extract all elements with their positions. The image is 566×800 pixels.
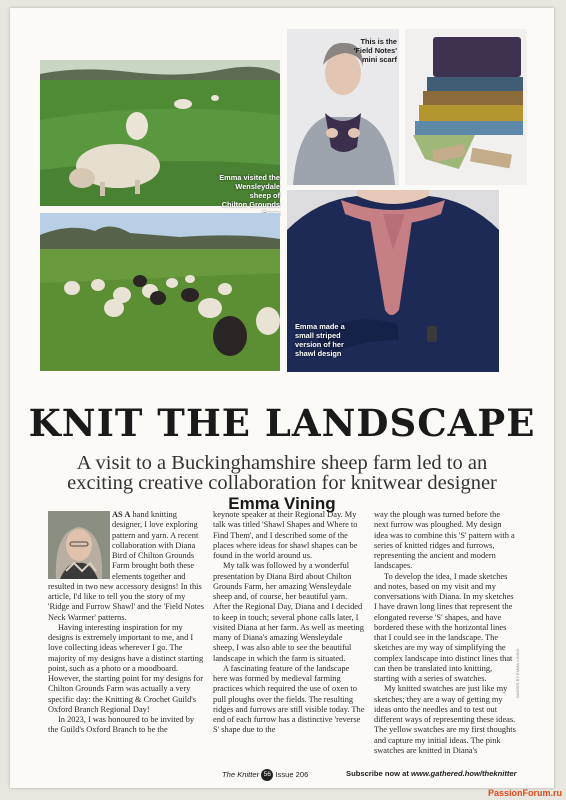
article-column-1	[48, 510, 204, 736]
article-standfirst	[50, 453, 514, 514]
magazine-name: The Knitter	[222, 770, 260, 779]
sheep-field-photo	[40, 60, 280, 209]
col2-paragraph-1: keynote speaker at their Regional Day. My talk was titled 'Shawl Shapes and Where to Find Them', and I described some of the places where ideas for shawl shapes can be found in the world around us.	[213, 510, 358, 560]
subscribe-label: Subscribe now at	[346, 769, 409, 778]
mini-scarf-photo	[287, 29, 399, 185]
portrait-spacer	[48, 510, 112, 579]
photo-credit: IMAGES BY EMMA VINING	[515, 648, 520, 698]
footer-left	[222, 769, 308, 781]
col3-paragraph-1: way the plough was turned before the next furrow was ploughed. My design idea was to combine this 'S' pattern with a series of knitted ridges and furrows, representing the ancient and modern landscapes.	[374, 510, 515, 571]
shawl-caption: Emma made a small striped version of her shawl design	[295, 322, 345, 358]
col1-para1-text: hand knitting designer, I love exploring pattern and yarn. A recent collaboration with Diana Bird of Chilton Grounds Farm brought both these elements together and resulted in two new accessory designs! In this article, I'd like to tell you the story of my 'Ridge and Furrow Shawl' and the 'Field Notes Neck Warmer' patterns.	[48, 510, 204, 622]
col1-paragraph-3: In 2023, I was honoured to be invited by the Guild's Oxford Branch to be the	[48, 715, 195, 735]
col2-paragraph-2: My talk was followed by a wonderful presentation by Diana Bird about Chilton Grounds Farm, her amazing Wensleydale sheep and, of course, her beautiful yarn. After the Regional Day, Diana and I decided to keep in touch; several phone calls later, I visited Diana at her farm. As well as meeting many of Diana's amazing Wensleydale sheep, I was also able to see the beautiful landscape in which the farm is situated.	[213, 561, 364, 663]
col3-paragraph-2: To develop the idea, I made sketches and notes, based on my visit and my conversations with Diana. In my sketches I have drawn long lines that represent the elongated reverse 'S' shapes, and have bordered these with the horizontal lines that I could see in the landscape. The sketches are my way of simplifying the complex landscape into distinct lines that can then be translated into knitting, starting with a series of swatches.	[374, 571, 514, 683]
article-column-3	[374, 510, 516, 756]
col3-paragraph-3: My knitted swatches are just like my sketches; they are a way of getting my ideas onto the needles and to test out different ways of representing these ideas. The yellow swatches are my first thoughts and capture my initial ideas. The pink swatches are knitted in Diana's	[374, 684, 516, 755]
drop-lead: AS A	[112, 510, 131, 519]
standfirst-text: A visit to a Buckinghamshire sheep farm led to an exciting creative collaboration for knitwear designer	[67, 452, 497, 494]
subscribe-link[interactable]: www.gathered.how/theknitter	[411, 769, 517, 778]
swatches-photo	[405, 29, 527, 185]
author-name: Emma Vining	[228, 494, 336, 513]
article-column-2	[213, 510, 365, 736]
pink-shawl-photo	[287, 190, 499, 372]
col1-paragraph-2: Having interesting inspiration for my designs is extremely important to me, and I love collecting ideas wherever I go. The majority of my designs have a distinct starting point, such as a photo or a moodboard. However, the starting point for my designs for Chilton Grounds Farm was actually a very specific day: the Knitting & Crochet Guild's Oxford Branch Regional Day!	[48, 622, 204, 714]
mini-scarf-caption: This is the 'Field Notes' mini scarf	[353, 37, 397, 64]
magazine-page	[10, 8, 554, 788]
flock-photo	[40, 213, 280, 371]
col2-paragraph-3: A fascinating feature of the landscape here was formed by medieval farming practices which required the use of oxen to pull ploughs over the fields. The resulting ridges and furrows are still visible today. The end of each furrow has a distinctive 'reverse S' shape due to the	[213, 663, 365, 735]
issue-number: Issue 206	[275, 770, 309, 779]
footer-right	[346, 769, 517, 778]
site-watermark: PassionForum.ru	[487, 788, 562, 798]
sheep-field-caption: Emma visited the Wensleydale sheep of Chilton Grounds	[219, 173, 280, 209]
page-number: 56	[261, 769, 273, 781]
article-title: KNIT THE LANDSCAPE	[28, 401, 536, 445]
